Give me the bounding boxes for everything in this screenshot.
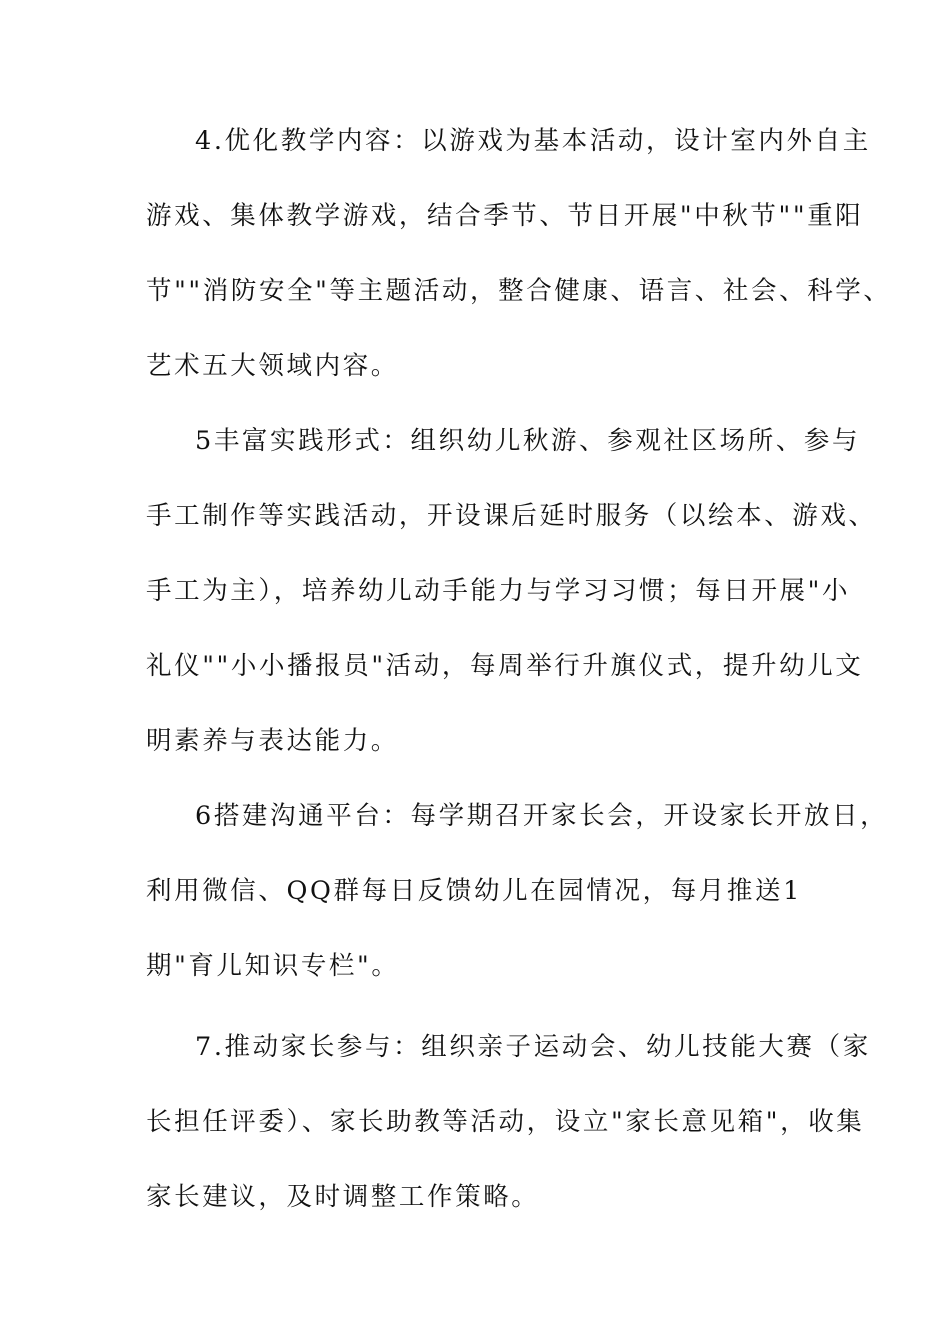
paragraph-4-line-1: 7.推动家长参与：组织亲子运动会、幼儿技能大赛（家 <box>195 1032 871 1062</box>
paragraph-2-line-1: 5丰富实践形式：组织幼儿秋游、参观社区场所、参与 <box>195 426 861 456</box>
paragraph-4-line-2: 长担任评委）、家长助教等活动，设立"家长意见箱"，收集 <box>146 1107 865 1137</box>
paragraph-1-line-1: 4.优化教学内容：以游戏为基本活动，设计室内外自主 <box>195 126 871 156</box>
paragraph-4-line-3: 家长建议，及时调整工作策略。 <box>146 1182 540 1212</box>
paragraph-1-line-4: 艺术五大领域内容。 <box>146 351 399 381</box>
paragraph-3-line-3: 期"育儿知识专栏"。 <box>146 951 400 981</box>
paragraph-1-line-3: 节""消防安全"等主题活动，整合健康、语言、社会、科学、 <box>146 276 892 306</box>
paragraph-2-line-2: 手工制作等实践活动，开设课后延时服务（以绘本、游戏、 <box>146 501 877 531</box>
paragraph-2-line-5: 明素养与表达能力。 <box>146 726 399 756</box>
paragraph-3-line-2: 利用微信、QQ群每日反馈幼儿在园情况，每月推送1 <box>146 876 802 906</box>
paragraph-2-line-4: 礼仪""小小播报员"活动，每周举行升旗仪式，提升幼儿文 <box>146 651 864 681</box>
paragraph-3-line-1: 6搭建沟通平台：每学期召开家长会，开设家长开放日， <box>195 801 889 831</box>
paragraph-2-line-3: 手工为主），培养幼儿动手能力与学习习惯；每日开展"小 <box>146 576 851 606</box>
paragraph-1-line-2: 游戏、集体教学游戏，结合季节、节日开展"中秋节""重阳 <box>146 201 864 231</box>
